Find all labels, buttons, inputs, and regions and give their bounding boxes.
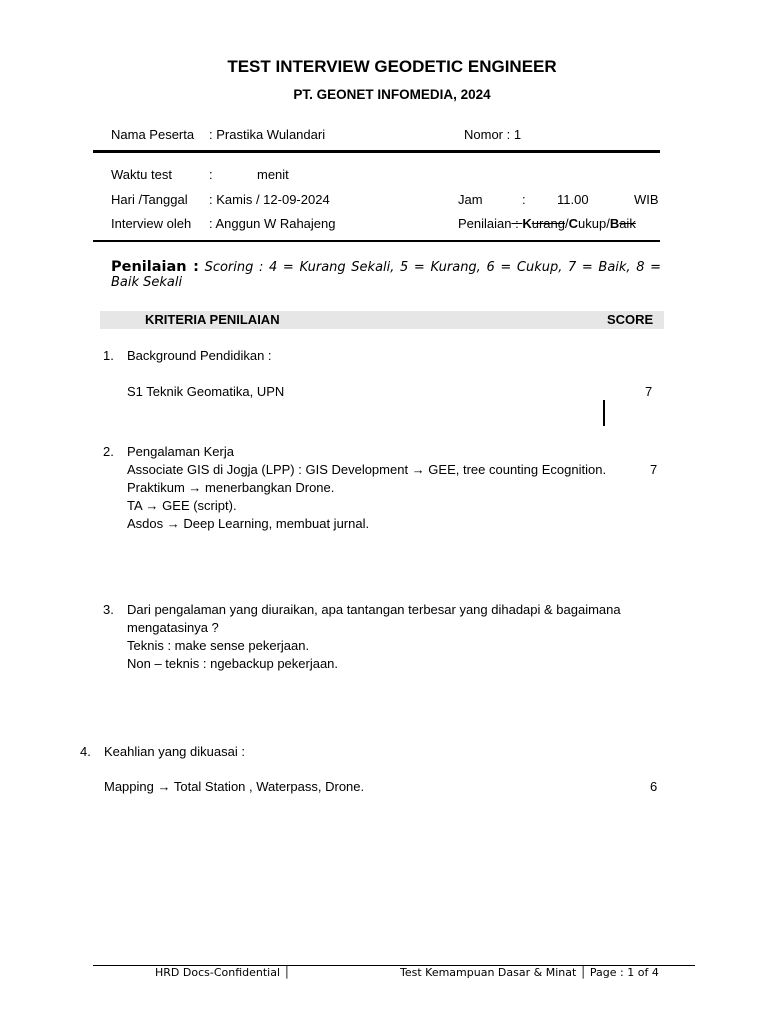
item-3-number: 3.	[103, 602, 114, 617]
scoring-text: Scoring : 4 = Kurang Sekali, 5 = Kurang, 6 = Cukup, 7 = Baik, 8 = Baik Sekali	[111, 260, 661, 290]
score-header-label: SCORE	[607, 312, 654, 327]
item-2-line-2-b: menerbangkan Drone.	[201, 480, 335, 495]
rating-label: Penilaian	[458, 216, 512, 231]
hour-value: 11.00	[557, 192, 589, 207]
item-2-line-2-a: Praktikum	[127, 480, 189, 495]
hour-label: Jam	[458, 192, 483, 207]
item-2-line-3	[127, 498, 237, 513]
item-1-answer: S1 Teknik Geomatika, UPN	[127, 384, 285, 399]
participant-name-value: : Prastika Wulandari	[209, 127, 326, 142]
rating-separator: :	[511, 216, 523, 231]
criteria-header-label: KRITERIA PENILAIAN	[145, 312, 280, 327]
scoring-legend	[111, 260, 661, 290]
rating-option-b-initial: B	[609, 216, 620, 231]
arrow-icon: →	[145, 498, 159, 513]
item-2-line-3-b: GEE (script).	[158, 498, 237, 513]
rating-slash: /	[564, 216, 569, 231]
item-2-title: Pengalaman Kerja	[127, 444, 234, 459]
participant-name-label: Nama Peserta	[111, 127, 195, 142]
item-2-line-4-a: Asdos	[127, 516, 167, 531]
footer-right: Test Kemampuan Dasar & Minat │ Page : 1 of 4	[400, 966, 659, 979]
hour-zone: WIB	[634, 192, 659, 207]
item-2-line-4-b: Deep Learning, membuat jurnal.	[179, 516, 370, 531]
item-2-line-1-a: Associate GIS di Jogja (LPP) : GIS Development	[127, 462, 412, 477]
item-3-answer-1: Teknis : make sense pekerjaan.	[127, 638, 310, 653]
rating-option-k-initial: K	[522, 216, 532, 231]
item-2-line-1-b: GEE, tree counting Ecognition.	[424, 462, 607, 477]
test-time-label: Waktu test	[111, 167, 172, 182]
hour-colon: :	[522, 192, 526, 207]
rating-option-cukup-rest: ukup/	[578, 216, 610, 231]
item-2-line-4	[127, 516, 369, 531]
test-time-unit: menit	[257, 167, 289, 182]
item-1-number: 1.	[103, 348, 114, 363]
item-4-title: Keahlian yang dikuasai :	[104, 744, 245, 759]
participant-number: Nomor : 1	[464, 127, 522, 142]
item-2-number: 2.	[103, 444, 114, 459]
arrow-icon: →	[166, 516, 180, 531]
test-time-colon: :	[209, 167, 213, 182]
footer-left: HRD Docs-Confidential │	[155, 966, 291, 979]
scoring-label: Penilaian :	[111, 259, 199, 275]
arrow-icon: →	[188, 480, 202, 495]
interviewer-label: Interview oleh	[111, 216, 192, 231]
item-4-answer-b: Total Station , Waterpass, Drone.	[170, 779, 365, 794]
date-value: : Kamis / 12-09-2024	[209, 192, 330, 207]
item-2-line-2	[127, 480, 334, 495]
item-1-score: 7	[645, 384, 653, 399]
item-1-title: Background Pendidikan :	[127, 348, 272, 363]
header-divider	[93, 150, 660, 153]
arrow-icon: →	[411, 462, 425, 477]
arrow-icon: →	[157, 779, 171, 794]
date-label: Hari /Tanggal	[111, 192, 188, 207]
item-4-number: 4.	[80, 744, 91, 759]
document-title: TEST INTERVIEW GEODETIC ENGINEER	[227, 57, 557, 76]
item-3-answer-2: Non – teknis : ngebackup pekerjaan.	[127, 656, 339, 671]
session-divider	[93, 240, 660, 242]
interviewer-value: : Anggun W Rahajeng	[209, 216, 336, 231]
document-subtitle: PT. GEONET INFOMEDIA, 2024	[293, 87, 491, 102]
rating-option-baik-rest: aik	[619, 216, 636, 231]
overall-rating	[458, 216, 636, 231]
item-4-answer	[104, 779, 364, 794]
item-2-line-3-a: TA	[127, 498, 146, 513]
item-2-score: 7	[650, 462, 658, 477]
rating-option-kurang-rest: urang	[531, 216, 565, 231]
item-3-question-line-1: Dari pengalaman yang diuraikan, apa tantangan terbesar yang dihadapi & bagaimana	[127, 602, 621, 617]
item-4-score: 6	[650, 779, 658, 794]
item-2-line-1	[127, 462, 606, 477]
rating-option-c-initial: C	[568, 216, 578, 231]
item-4-answer-a: Mapping	[104, 779, 158, 794]
item-3-question-line-2: mengatasinya ?	[127, 620, 219, 635]
text-cursor	[603, 400, 605, 426]
